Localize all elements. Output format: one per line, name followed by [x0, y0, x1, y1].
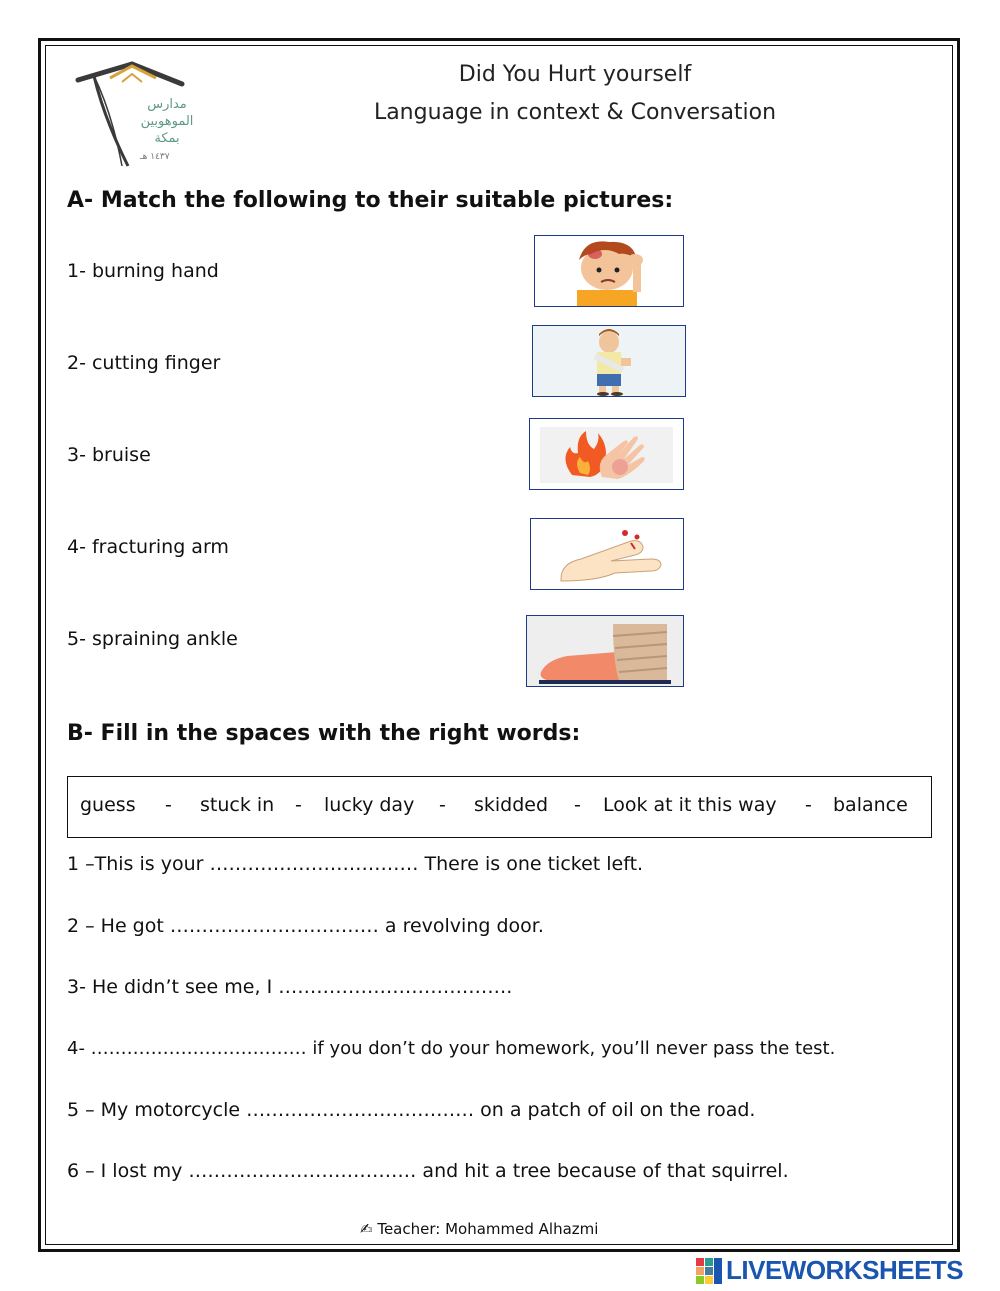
picture-fractured-arm[interactable]	[532, 325, 686, 397]
fill-in-sentence[interactable]: 5 – My motorcycle ……………………………… on a patch of oil on the road.	[67, 1099, 756, 1121]
match-item: 4- fracturing arm	[67, 536, 229, 558]
fill-in-sentence[interactable]: 4- ……………………………… if you don’t do your homework, you’ll never pass the test.	[67, 1038, 836, 1059]
word-separator: -	[574, 794, 581, 816]
word-bank-item[interactable]: lucky day	[324, 794, 415, 816]
picture-sprained-ankle[interactable]	[526, 615, 684, 687]
fill-in-sentence[interactable]: 2 – He got …………………………… a revolving door.	[67, 915, 544, 937]
match-item: 3- bruise	[67, 444, 151, 466]
match-item: 5- spraining ankle	[67, 628, 238, 650]
match-item: 1- burning hand	[67, 260, 219, 282]
picture-burning-hand[interactable]	[529, 418, 684, 490]
section-a-heading: A- Match the following to their suitable pictures:	[67, 188, 674, 213]
fill-in-sentence[interactable]: 3- He didn’t see me, I ……………………………….	[67, 976, 513, 998]
word-separator: -	[805, 794, 812, 816]
burning-hand-illustration	[530, 419, 683, 489]
worksheet-subtitle: Language in context & Conversation	[373, 100, 777, 125]
bruise-head-illustration	[535, 236, 683, 306]
word-bank-item[interactable]: stuck in	[200, 794, 275, 816]
word-bank	[67, 776, 932, 838]
sprained-ankle-illustration	[527, 616, 683, 686]
cut-finger-illustration	[531, 519, 683, 589]
logo-year: ١٤٣٧ هـ	[140, 152, 170, 162]
word-bank-item[interactable]: guess	[80, 794, 136, 816]
logo-line-3: بمكة	[154, 131, 180, 146]
liveworksheets-brand[interactable]: LIVEWORKSHEETS	[726, 1255, 964, 1285]
fill-in-sentence[interactable]: 1 –This is your …………………………… There is one ticket left.	[67, 853, 644, 875]
word-bank-item[interactable]: skidded	[474, 794, 549, 816]
logo-line-1: مدارس	[147, 97, 187, 112]
logo-line-2: الموهوبين	[140, 114, 194, 129]
picture-bruise-head[interactable]	[534, 235, 684, 307]
word-bank-item[interactable]: balance	[833, 794, 908, 816]
word-separator: -	[295, 794, 302, 816]
fractured-arm-illustration	[533, 326, 685, 396]
match-item: 2- cutting finger	[67, 352, 221, 374]
word-separator: -	[439, 794, 446, 816]
liveworksheets-logo-icon	[696, 1258, 722, 1284]
section-b-heading: B- Fill in the spaces with the right words:	[67, 721, 581, 746]
word-separator: -	[165, 794, 172, 816]
fill-in-sentence[interactable]: 6 – I lost my ……………………………… and hit a tree because of that squirrel.	[67, 1160, 789, 1182]
word-bank-item[interactable]: Look at it this way	[603, 794, 777, 816]
logo-text	[122, 96, 212, 147]
picture-cut-finger[interactable]	[530, 518, 684, 590]
teacher-credit: ✍ Teacher: Mohammed Alhazmi	[360, 1220, 599, 1238]
worksheet-title: Did You Hurt yourself	[458, 62, 692, 87]
